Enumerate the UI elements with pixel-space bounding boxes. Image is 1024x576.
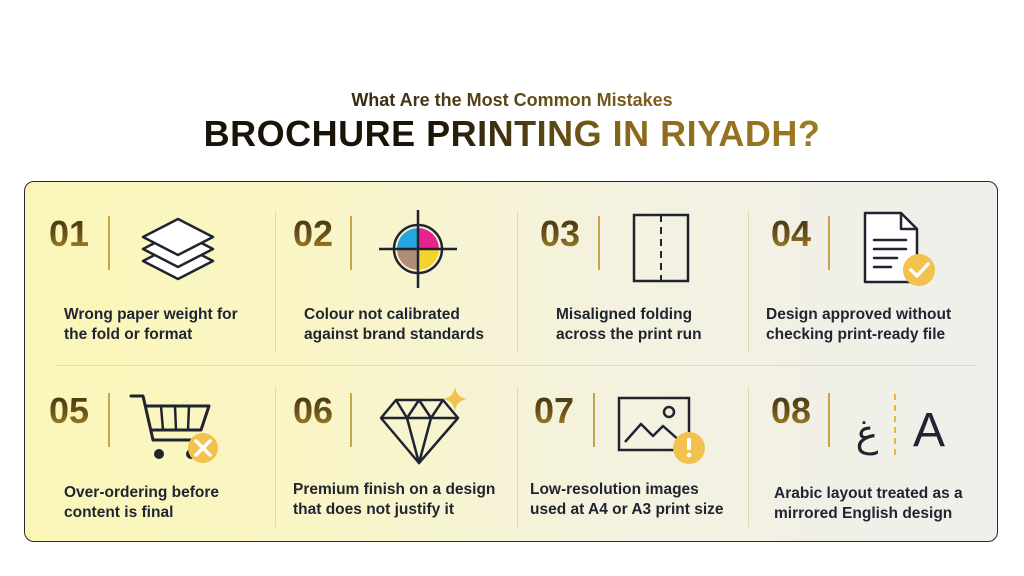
caption-line: Colour not calibrated xyxy=(304,306,460,323)
caption-line: mirrored English design xyxy=(774,505,953,522)
number-tick xyxy=(828,393,830,447)
document-check-icon xyxy=(861,210,939,290)
caption-line: content is final xyxy=(64,504,174,521)
column-divider xyxy=(517,387,518,527)
item-number: 07 xyxy=(534,390,575,431)
number-tick xyxy=(593,393,595,447)
number-tick xyxy=(598,216,600,270)
number-tick xyxy=(108,393,110,447)
column-divider xyxy=(748,387,749,527)
caption-line: against brand standards xyxy=(304,326,485,343)
arabic-english-icon xyxy=(845,390,955,460)
page-title: BROCHURE PRINTING IN RIYADH? xyxy=(0,113,1024,155)
item-number: 06 xyxy=(293,390,334,431)
folded-page-icon xyxy=(631,212,691,284)
caption-line: Premium finish on a design xyxy=(293,481,496,498)
caption-line: Design approved without xyxy=(766,306,952,323)
number-tick xyxy=(350,216,352,270)
mistakes-panel xyxy=(24,181,998,542)
item-caption xyxy=(304,305,514,345)
cart-cancel-icon xyxy=(129,390,221,470)
caption-line: the fold or format xyxy=(64,326,193,343)
caption-line: Low-resolution images xyxy=(530,481,699,498)
row-divider xyxy=(55,365,977,366)
latin-glyph: A xyxy=(912,404,946,457)
item-number: 05 xyxy=(49,390,90,431)
caption-line: that does not justify it xyxy=(293,501,455,518)
arabic-glyph: غ xyxy=(855,411,879,455)
item-caption xyxy=(530,480,740,520)
number-tick xyxy=(828,216,830,270)
image-warning-icon xyxy=(617,396,709,468)
item-caption xyxy=(64,305,274,345)
item-caption xyxy=(64,483,274,523)
number-tick xyxy=(108,216,110,270)
number-tick xyxy=(350,393,352,447)
column-divider xyxy=(275,212,276,352)
paper-stack-icon xyxy=(139,216,217,288)
item-caption xyxy=(766,305,976,345)
caption-line: checking print-ready file xyxy=(766,326,946,343)
diamond-sparkle-icon xyxy=(377,385,472,467)
page-subtitle: What Are the Most Common Mistakes xyxy=(0,90,1024,111)
caption-line: Misaligned folding xyxy=(556,306,693,323)
item-caption xyxy=(774,484,984,524)
caption-line: Over-ordering before xyxy=(64,484,220,501)
caption-line: across the print run xyxy=(556,326,702,343)
item-caption xyxy=(556,305,766,345)
column-divider xyxy=(517,212,518,352)
item-number: 01 xyxy=(49,213,90,254)
item-number: 04 xyxy=(771,213,812,254)
item-number: 03 xyxy=(540,213,581,254)
color-target-icon xyxy=(377,208,459,290)
item-caption xyxy=(293,480,503,520)
caption-line: Arabic layout treated as a xyxy=(774,485,963,502)
caption-line: used at A4 or A3 print size xyxy=(530,501,724,518)
item-number: 08 xyxy=(771,390,812,431)
item-number: 02 xyxy=(293,213,334,254)
caption-line: Wrong paper weight for xyxy=(64,306,238,323)
column-divider xyxy=(275,387,276,527)
